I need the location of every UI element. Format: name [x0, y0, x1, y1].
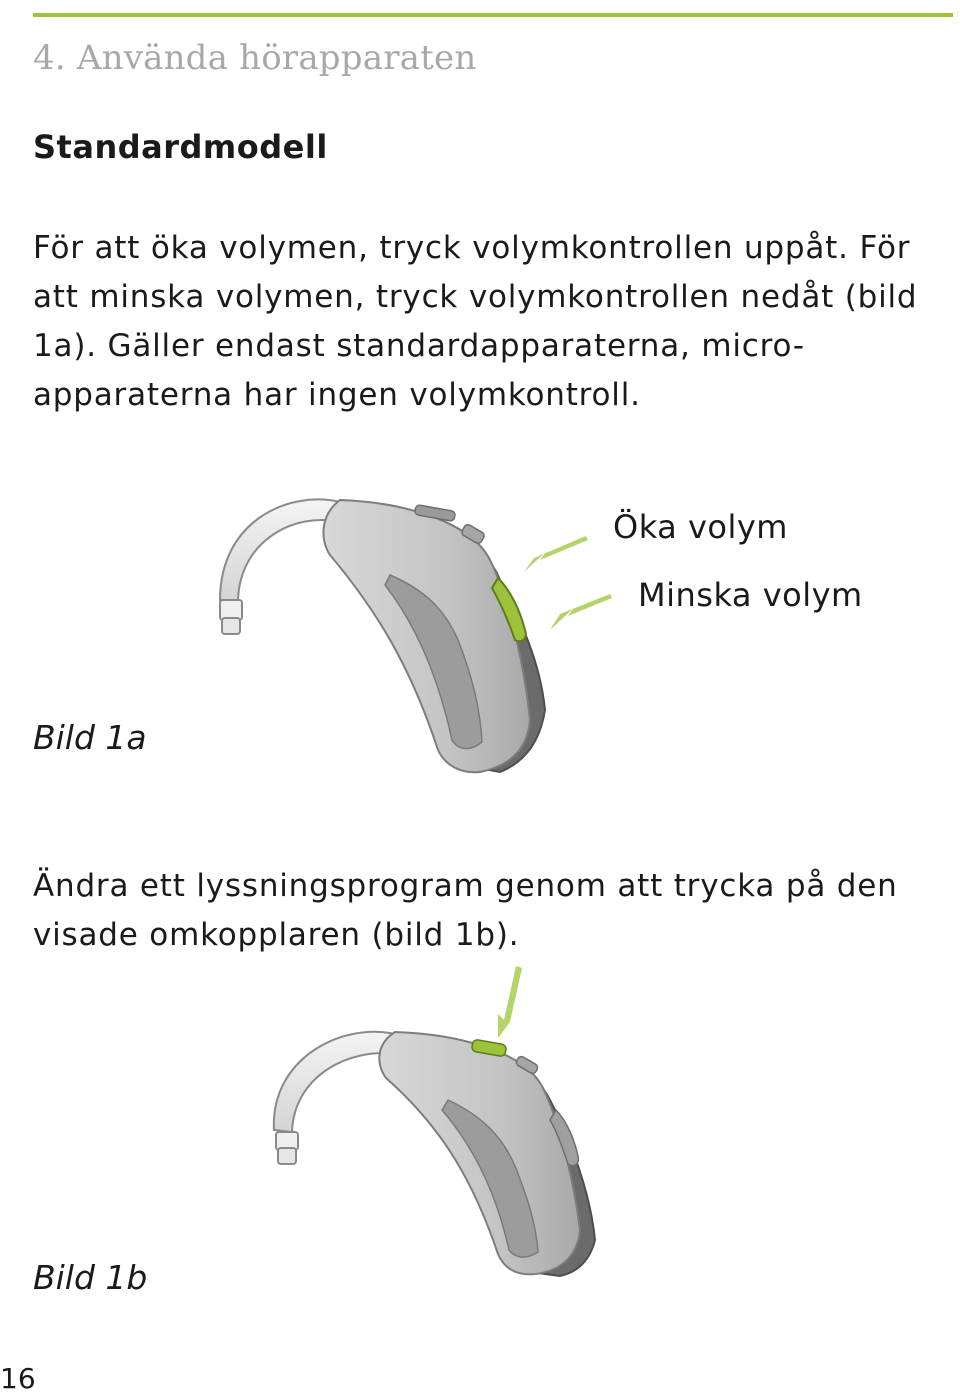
arrow-icon — [498, 966, 522, 1038]
page-number: 16 — [0, 1362, 36, 1395]
chapter-title: 4. Använda hörapparaten — [33, 38, 477, 78]
volume-up-label: Öka volym — [613, 508, 788, 546]
volume-down-label: Minska volym — [638, 576, 863, 614]
hearing-aid-icon — [200, 480, 620, 780]
figure-caption-1a: Bild 1a — [33, 718, 147, 757]
instruction-paragraph-volume: För att öka volymen, tryck volymkontrollen uppåt. För att minska volymen, tryck volymkontrollen nedåt (bild 1a). Gäller endast standardapparaterna, micro-apparaterna har ingen volymkontroll. — [33, 230, 918, 413]
section-heading: Standardmodell — [33, 128, 328, 166]
header-rule — [33, 13, 953, 17]
hearing-aid-icon — [260, 960, 620, 1280]
instruction-paragraph-program: Ändra ett lyssningsprogram genom att trycka på den visade omkopplaren (bild 1b). — [33, 868, 898, 953]
figure-caption-1b: Bild 1b — [33, 1258, 148, 1297]
arrow-icon — [524, 536, 612, 630]
